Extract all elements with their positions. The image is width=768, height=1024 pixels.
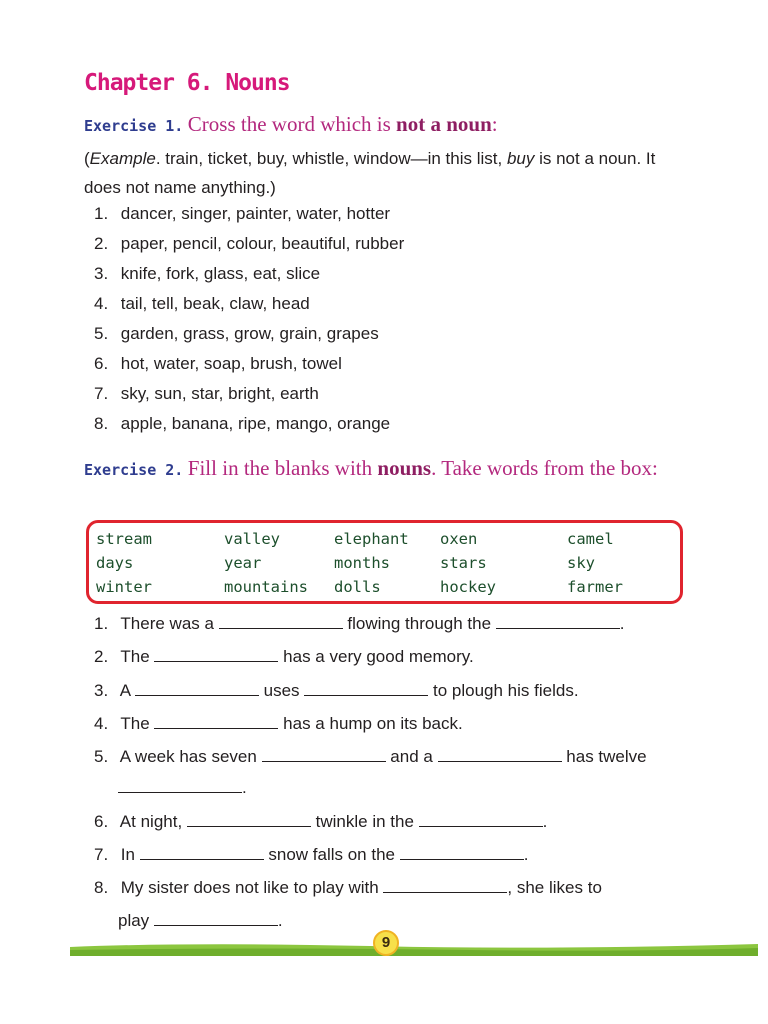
blank-line — [118, 778, 242, 793]
item-number: 4. — [94, 294, 109, 313]
sentence-part: play — [118, 911, 154, 930]
exercise-1-instruction-end: : — [491, 112, 498, 136]
item-number: 6. — [94, 812, 109, 831]
exercise-2-instruction-bold: nouns — [377, 456, 432, 480]
item-number: 1. — [94, 204, 109, 223]
item-number: 5. — [94, 747, 109, 766]
sentence-part: and a — [385, 747, 438, 766]
exercise-1-list — [94, 199, 404, 439]
word-box-word: farmer — [567, 578, 623, 596]
item-text: dancer, singer, painter, water, hotter — [120, 204, 391, 223]
item-text: paper, pencil, colour, beautiful, rubber — [120, 234, 405, 253]
page-number-badge: 9 — [373, 930, 399, 956]
list-item — [94, 845, 694, 865]
word-box-word: camel — [567, 530, 614, 548]
word-box-word: sky — [567, 554, 595, 572]
sentence-part: twinkle in the — [310, 812, 419, 831]
list-item — [94, 379, 404, 409]
item-number: 3. — [94, 264, 109, 283]
list-item — [94, 409, 404, 439]
blank-line — [154, 714, 278, 729]
list-item — [94, 614, 694, 634]
example-italic-word: buy — [506, 149, 535, 168]
blank-line — [154, 647, 278, 662]
list-item — [94, 647, 694, 667]
item-number: 6. — [94, 354, 109, 373]
exercise-1-label: Exercise 1. — [84, 117, 184, 135]
item-number: 2. — [94, 647, 109, 666]
word-box-word: winter — [96, 578, 152, 596]
exercise-2-heading — [84, 450, 684, 489]
blank-line — [219, 614, 343, 629]
sentence-part: The — [120, 714, 155, 733]
example-label: Example — [89, 149, 156, 168]
list-item — [94, 229, 404, 259]
word-box-word: mountains — [224, 578, 308, 596]
item-number: 7. — [94, 845, 109, 864]
exercise-1-instruction-start: Cross the word which is — [187, 112, 397, 136]
item-text: hot, water, soap, brush, towel — [120, 354, 342, 373]
blank-line — [419, 812, 543, 827]
sentence-part: has twelve — [561, 747, 647, 766]
list-item — [94, 681, 694, 701]
sentence-part: flowing through the — [342, 614, 496, 633]
sentence-part: A — [119, 681, 135, 700]
example-text-2: is not a noun. It does not name anything.) — [84, 149, 656, 197]
word-box-word: hockey — [440, 578, 496, 596]
sentence-part: . — [277, 911, 283, 930]
item-text: tail, tell, beak, claw, head — [120, 294, 310, 313]
list-item — [94, 319, 404, 349]
blank-line — [187, 812, 311, 827]
blank-line — [438, 747, 562, 762]
example-text-1: . train, ticket, buy, whistle, window—in this list, — [155, 149, 507, 168]
sentence-part: . — [242, 778, 247, 797]
list-item — [94, 747, 694, 767]
sentence-part: . — [542, 812, 548, 831]
word-box-word: stream — [96, 530, 152, 548]
list-item-continuation — [118, 911, 718, 931]
list-item — [94, 714, 694, 734]
list-item-continuation — [118, 778, 718, 798]
list-item — [94, 199, 404, 229]
sentence-part: There was a — [120, 614, 219, 633]
list-item — [94, 289, 404, 319]
exercise-1-instruction-bold: not a noun — [396, 112, 492, 136]
word-box-word: stars — [440, 554, 487, 572]
blank-line — [154, 911, 278, 926]
exercise-1-instruction — [188, 112, 498, 136]
example-paragraph — [84, 144, 688, 202]
item-text: apple, banana, ripe, mango, orange — [120, 414, 391, 433]
blank-line — [262, 747, 386, 762]
sentence-part: snow falls on the — [263, 845, 400, 864]
list-item — [94, 812, 694, 832]
word-box-word: oxen — [440, 530, 478, 548]
example-open-paren: ( — [84, 149, 90, 168]
sentence-part: uses — [258, 681, 305, 700]
item-number: 4. — [94, 714, 109, 733]
blank-line — [496, 614, 620, 629]
sentence-part: has a very good memory. — [278, 647, 474, 666]
sentence-part: . — [523, 845, 529, 864]
word-box-word: dolls — [334, 578, 381, 596]
word-box-word: days — [96, 554, 134, 572]
item-number: 8. — [94, 878, 109, 897]
exercise-2-instruction-start: Fill in the blanks with — [187, 456, 378, 480]
item-number: 5. — [94, 324, 109, 343]
item-text: sky, sun, star, bright, earth — [120, 384, 319, 403]
sentence-part: has a hump on its back. — [278, 714, 463, 733]
item-number: 1. — [94, 614, 109, 633]
exercise-2-instruction — [188, 456, 658, 480]
sentence-part: A week has seven — [119, 747, 262, 766]
exercise-2-instruction-end: . Take words from the box: — [431, 456, 658, 480]
grass-footer-strip — [70, 938, 758, 956]
word-box-word: months — [334, 554, 390, 572]
list-item — [94, 878, 694, 898]
word-box-word: valley — [224, 530, 280, 548]
word-box-word: year — [224, 554, 262, 572]
blank-line — [304, 681, 428, 696]
blank-line — [400, 845, 524, 860]
sentence-part: In — [120, 845, 140, 864]
item-number: 2. — [94, 234, 109, 253]
sentence-part: The — [120, 647, 155, 666]
sentence-part: to plough his fields. — [428, 681, 579, 700]
blank-line — [140, 845, 264, 860]
sentence-part: My sister does not like to play with — [120, 878, 384, 897]
list-item — [94, 349, 404, 379]
blank-line — [383, 878, 507, 893]
exercise-1-heading — [84, 106, 498, 145]
item-number: 8. — [94, 414, 109, 433]
exercise-2-label: Exercise 2. — [84, 461, 184, 479]
sentence-part: , she likes to — [507, 878, 602, 897]
sentence-part: . — [619, 614, 625, 633]
blank-line — [135, 681, 259, 696]
word-box-word: elephant — [334, 530, 409, 548]
item-text: garden, grass, grow, grain, grapes — [120, 324, 379, 343]
item-number: 3. — [94, 681, 109, 700]
sentence-part: At night, — [119, 812, 187, 831]
item-number: 7. — [94, 384, 109, 403]
list-item — [94, 259, 404, 289]
item-text: knife, fork, glass, eat, slice — [120, 264, 321, 283]
chapter-title: Chapter 6. Nouns — [84, 70, 290, 96]
